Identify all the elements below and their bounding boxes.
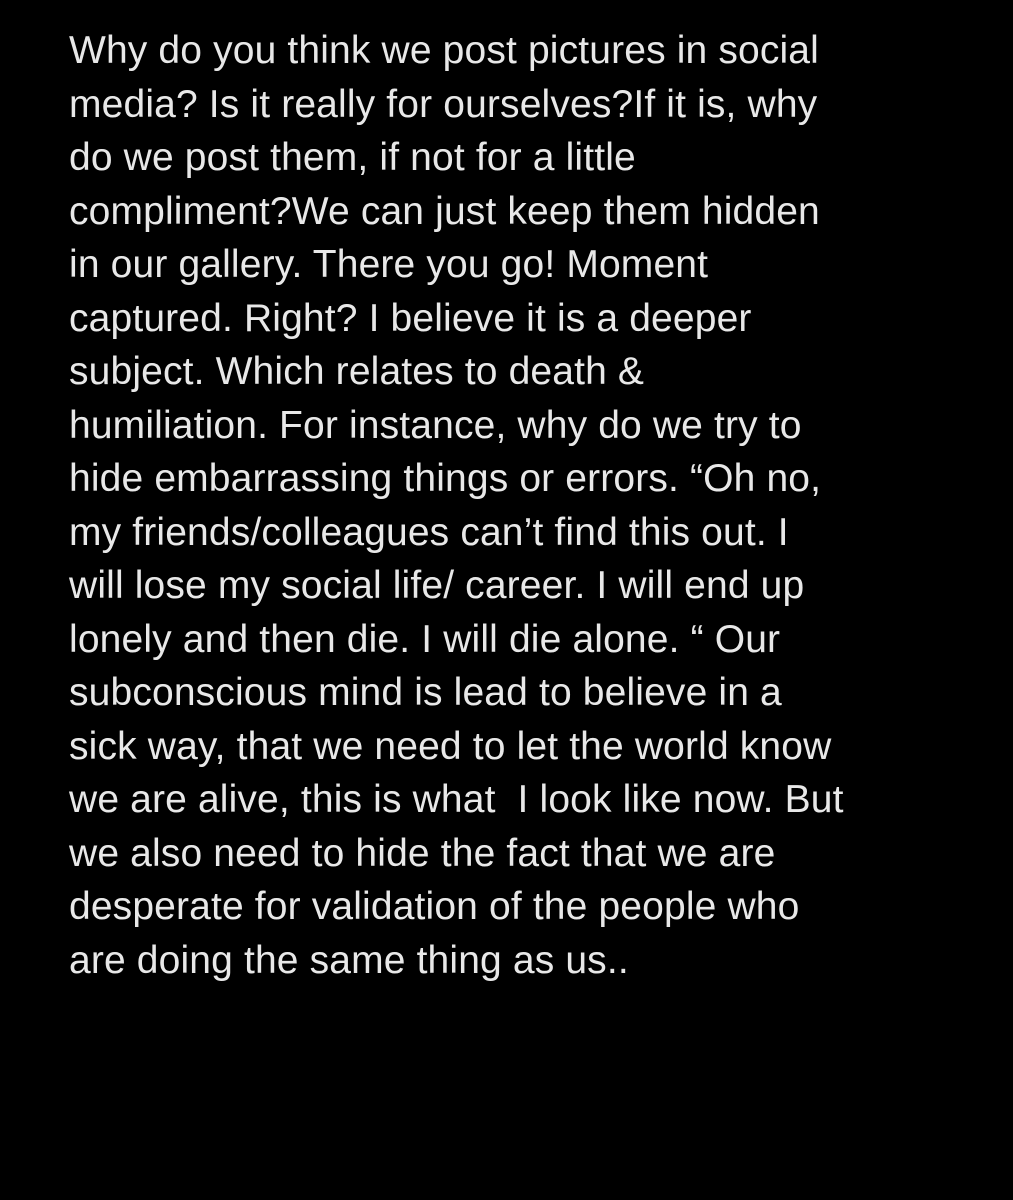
note-body-text[interactable]: Why do you think we post pictures in social media? Is it really for ourselves?If it is, why do we post them, if not for a little compliment?We can just keep them hidden in our gallery. There you go! Moment captured. Right? I believe it is a deeper subject. Which relates to death & humiliation. For instance, why do we try to hide embarrassing things or errors. “Oh no, my friends/colleagues can’t find this out. I will lose my social life/ career. I will end up lonely and then die. I will die alone. “ Our subconscious mind is lead to believe in a sick way, that we need to let the world know we are alive, this is what I look like now. But we also need to hide the fact that we are desperate for validation of the people who are doing the same thing as us.. <box>69 29 844 982</box>
